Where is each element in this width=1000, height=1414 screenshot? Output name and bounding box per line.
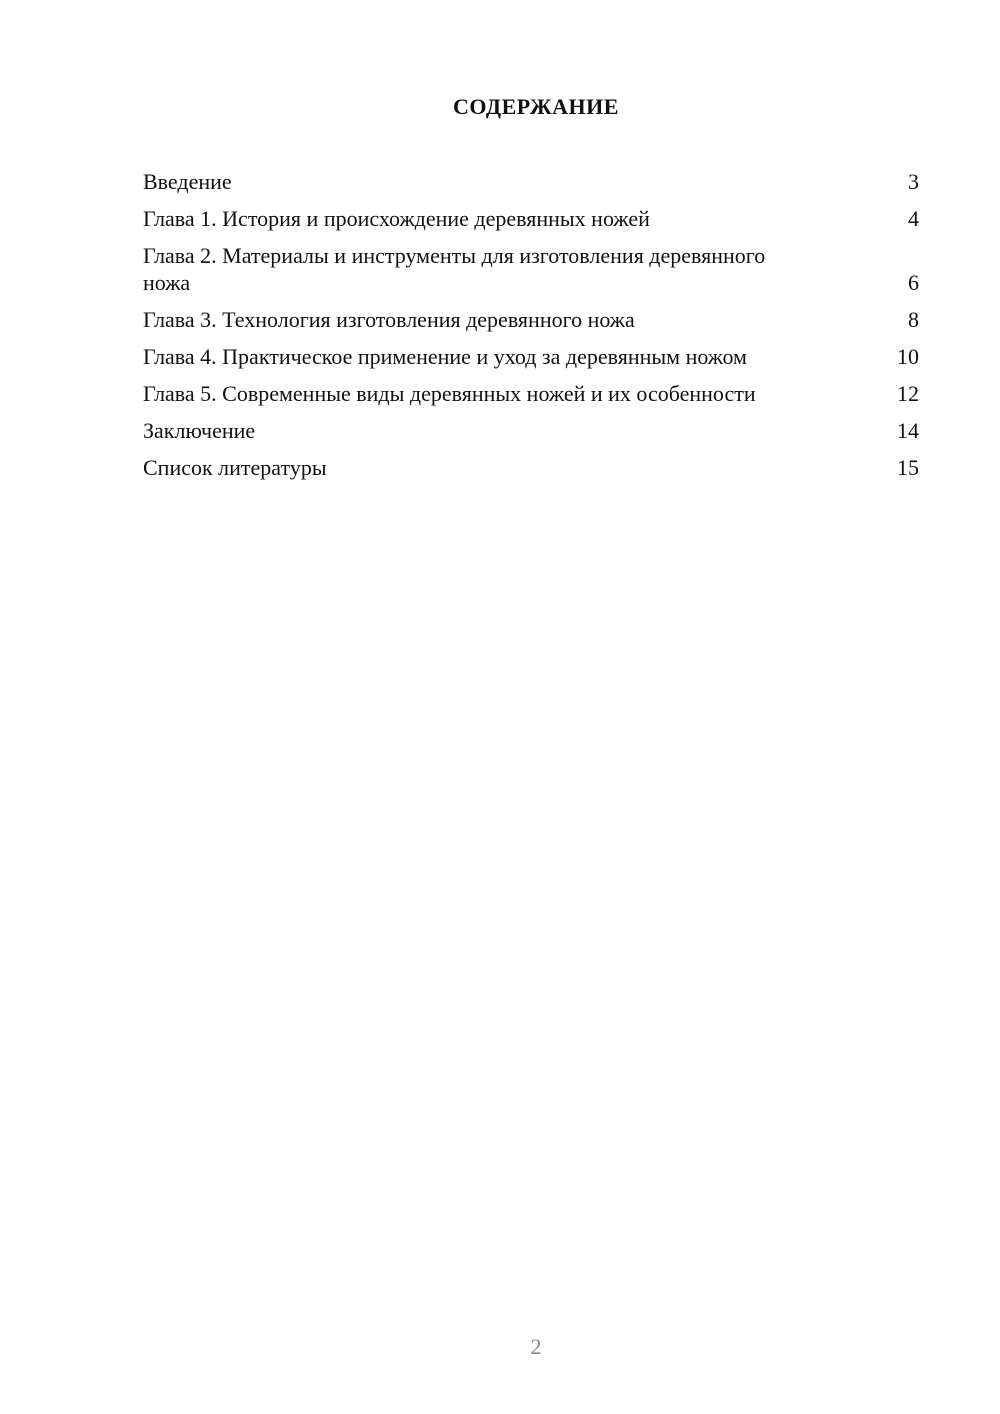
toc-entry-references xyxy=(143,454,919,481)
toc-entry-title: Список литературы xyxy=(143,455,327,480)
toc-entry-page: 10 xyxy=(897,344,919,369)
toc-entry-page: 15 xyxy=(897,455,919,480)
toc-entry-title: Глава 1. История и происхождение деревянных ножей xyxy=(143,206,650,231)
toc-entry-introduction xyxy=(143,168,919,195)
toc-entry-page: 12 xyxy=(897,381,919,406)
toc-entry-chapter-1 xyxy=(143,205,919,232)
toc-entry-page: 4 xyxy=(908,206,919,231)
page-title: СОДЕРЖАНИЕ xyxy=(453,94,619,119)
toc-entry-page: 14 xyxy=(897,418,919,443)
toc-entry-title: Введение xyxy=(143,169,232,194)
toc-entry-title: Глава 2. Материалы и инструменты для изготовления деревянного ножа xyxy=(143,243,766,295)
toc-entry-title: Глава 4. Практическое применение и уход за деревянным ножом xyxy=(143,344,747,369)
page-number: 2 xyxy=(530,1334,542,1359)
toc-entry-chapter-2 xyxy=(143,242,919,296)
table-of-contents xyxy=(143,168,919,491)
toc-entry-page: 8 xyxy=(908,307,919,332)
toc-entry-title: Глава 3. Технология изготовления деревянного ножа xyxy=(143,307,635,332)
toc-entry-chapter-4 xyxy=(143,343,919,370)
toc-entry-title: Глава 5. Современные виды деревянных ножей и их особенности xyxy=(143,381,756,406)
toc-entry-conclusion xyxy=(143,417,919,444)
toc-entry-page: 3 xyxy=(908,169,919,194)
toc-entry-page: 6 xyxy=(908,270,919,295)
toc-entry-chapter-5 xyxy=(143,380,919,407)
toc-entry-title: Заключение xyxy=(143,418,256,443)
toc-entry-chapter-3 xyxy=(143,306,919,333)
